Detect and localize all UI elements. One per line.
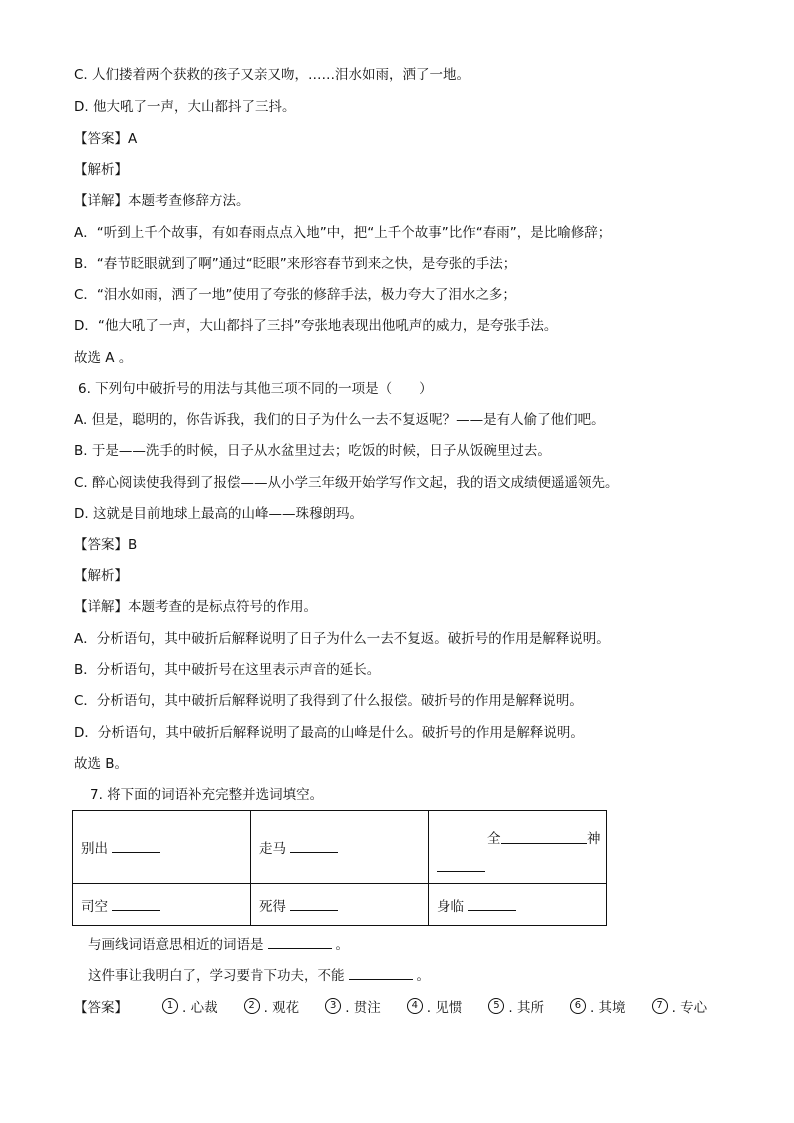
- word-table: [72, 810, 607, 926]
- fill-blank[interactable]: [468, 896, 516, 911]
- fill-sentence-2: [88, 965, 430, 985]
- answer-text: . 其境: [589, 1000, 626, 1016]
- answer-text: . 心裁: [182, 1000, 218, 1016]
- sentence-end: 。: [335, 937, 349, 953]
- table-cell: [429, 884, 607, 926]
- table-cell: [429, 811, 607, 884]
- answer-label: 【答案】B: [74, 537, 138, 553]
- fill-blank[interactable]: [112, 838, 160, 853]
- sentence-end: 。: [416, 968, 430, 984]
- fill-sentence-1: [88, 934, 349, 954]
- explain-b: B．“春节眨眼就到了啊”通过“眨眼”来形容春节到来之快，是夸张的手法；: [74, 256, 517, 272]
- option-d: D. 他大吼了一声，大山都抖了三抖。: [74, 99, 296, 115]
- answer-item: [244, 996, 300, 1016]
- detail-line: 【详解】本题考查的是标点符号的作用。: [74, 599, 317, 615]
- option-a: A. 但是，聪明的，你告诉我，我们的日子为什么一去不复返呢？——是有人偷了他们吧。: [74, 412, 605, 428]
- answer-label: 【答案】: [74, 1000, 128, 1016]
- fill-blank[interactable]: [290, 896, 338, 911]
- circled-number: 5: [488, 998, 504, 1014]
- fill-blank[interactable]: [501, 843, 587, 844]
- circled-number: 4: [407, 998, 423, 1014]
- circled-number: 6: [570, 998, 586, 1014]
- conclusion: 故选 B。: [74, 756, 129, 772]
- table-cell: [73, 884, 251, 926]
- question-stem: 7. 将下面的词语补充完整并选词填空。: [90, 787, 324, 803]
- detail-line: 【详解】本题考查修辞方法。: [74, 193, 250, 209]
- answer-item: [162, 996, 218, 1016]
- explain-b: B．分析语句，其中破折号在这里表示声音的延长。: [74, 662, 381, 678]
- option-d: D. 这就是目前地球上最高的山峰——珠穆朗玛。: [74, 506, 363, 522]
- answer-text: . 见惯: [426, 1000, 463, 1016]
- answer-row: [74, 996, 734, 1016]
- answer-text: . 其所: [508, 1000, 544, 1016]
- question-stem: 6. 下列句中破折号的用法与其他三项不同的一项是（ ）: [78, 381, 433, 397]
- answer-label: 【答案】A: [74, 131, 138, 147]
- explain-a: A．“听到上千个故事，有如春雨点点入地”中，把“上千个故事”比作“春雨”，是比喻修辞；: [74, 225, 612, 241]
- analysis-label: 【解析】: [74, 568, 128, 584]
- circled-number: 3: [325, 998, 341, 1014]
- explain-d: D．“他大吼了一声，大山都抖了三抖”夸张地表现出他吼声的威力，是夸张手法。: [74, 318, 558, 334]
- sentence-text: 与画线词语意思相近的词语是: [88, 937, 264, 953]
- table-cell: [251, 811, 429, 884]
- answer-item: [407, 996, 463, 1016]
- cell-word: 死得: [259, 898, 286, 915]
- conclusion: 故选 A 。: [74, 350, 133, 366]
- option-c: C. 醉心阅读使我得到了报偿——从小学三年级开始学写作文起，我的语文成绩便遥遥领先。: [74, 475, 619, 491]
- analysis-label: 【解析】: [74, 162, 128, 178]
- answer-text: . 专心: [671, 1000, 708, 1016]
- fill-blank[interactable]: [349, 965, 413, 980]
- table-cell: [251, 884, 429, 926]
- answer-text: . 观花: [263, 1000, 300, 1016]
- cell-word: 全: [487, 831, 501, 847]
- cell-word: 司空: [81, 898, 108, 915]
- cell-word: 别出: [81, 841, 108, 857]
- answer-item: [652, 996, 708, 1016]
- circled-number: 1: [162, 998, 178, 1014]
- circled-number: 2: [244, 998, 260, 1014]
- sentence-text: 这件事让我明白了，学习要肯下功夫，不能: [88, 968, 345, 984]
- answer-item: [488, 996, 544, 1016]
- explain-c: C．分析语句，其中破折后解释说明了我得到了什么报偿。破折号的作用是解释说明。: [74, 693, 583, 709]
- fill-blank[interactable]: [290, 838, 338, 853]
- option-b: B. 于是——洗手的时候，日子从水盆里过去；吃饭的时候，日子从饭碗里过去。: [74, 443, 551, 459]
- explain-a: A．分析语句，其中破折后解释说明了日子为什么一去不复返。破折号的作用是解释说明。: [74, 631, 610, 647]
- answer-item: [325, 996, 381, 1016]
- fill-blank[interactable]: [112, 896, 160, 911]
- circled-number: 7: [652, 998, 668, 1014]
- cell-word: 神: [587, 831, 601, 847]
- explain-d: D．分析语句，其中破折后解释说明了最高的山峰是什么。破折号的作用是解释说明。: [74, 725, 584, 741]
- answer-item: [570, 996, 626, 1016]
- cell-word: 走马: [259, 841, 286, 857]
- explain-c: C．“泪水如雨，洒了一地”使用了夸张的修辞手法，极力夸大了泪水之多；: [74, 287, 516, 303]
- fill-blank[interactable]: [268, 934, 332, 949]
- cell-word: 身临: [437, 898, 464, 915]
- answer-text: . 贯注: [345, 1000, 381, 1016]
- option-c: C. 人们搂着两个获救的孩子又亲又吻，……泪水如雨，洒了一地。: [74, 67, 471, 83]
- fill-blank[interactable]: [437, 871, 485, 872]
- table-cell: [73, 811, 251, 884]
